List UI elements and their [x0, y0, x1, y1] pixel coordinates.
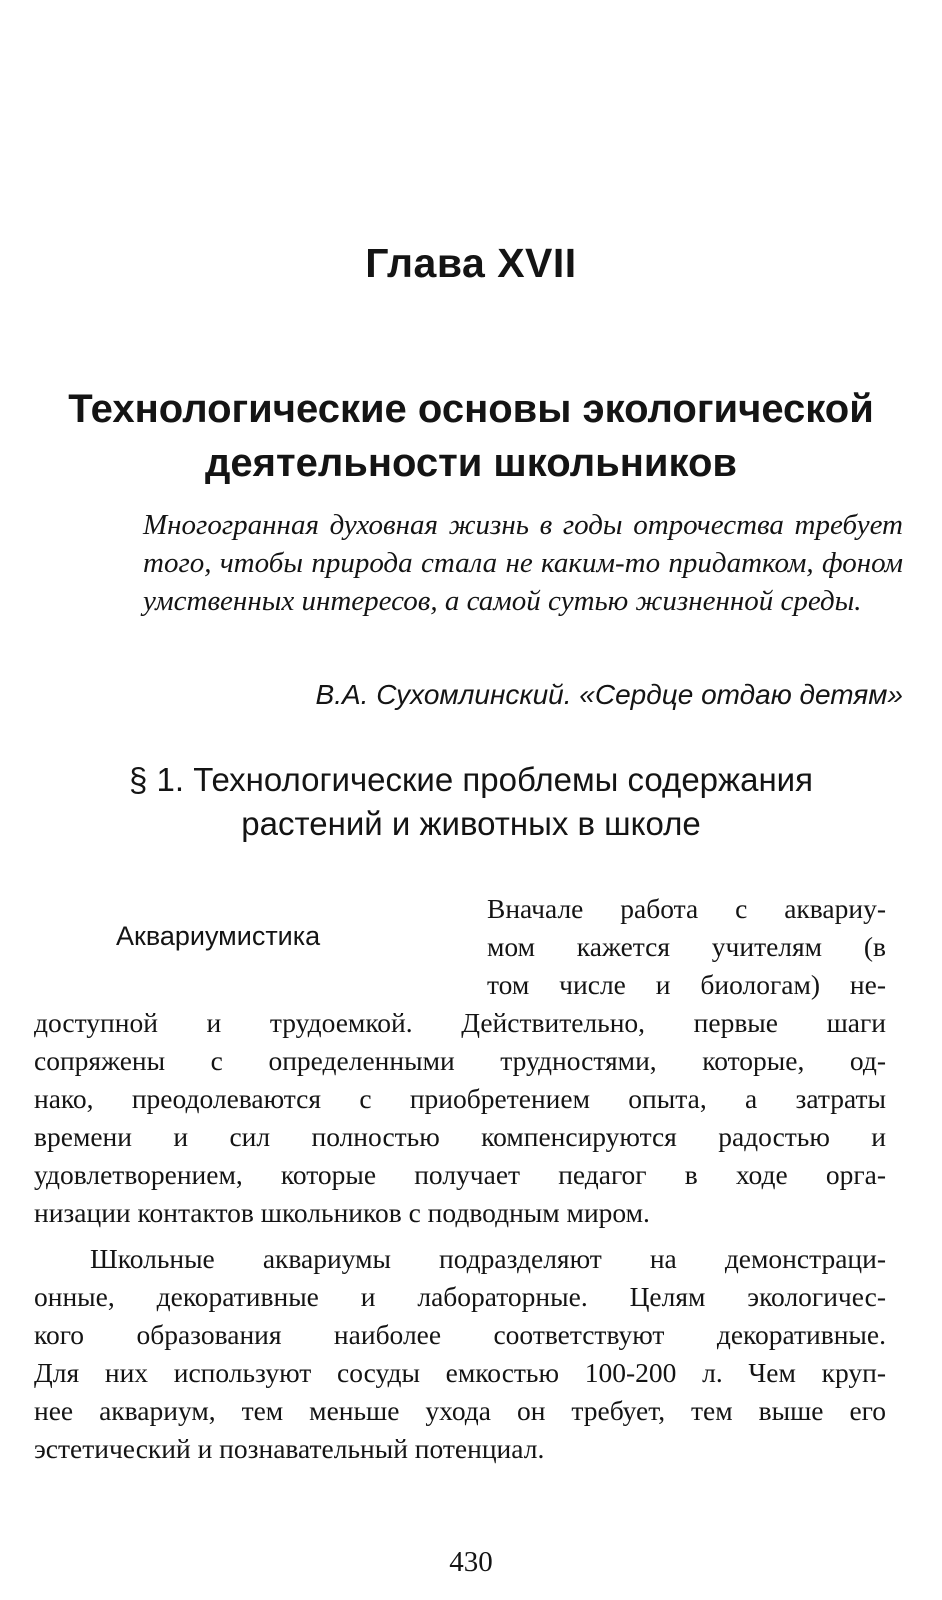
body-line: сопряжены с определенными трудностями, которые, од-: [34, 1045, 886, 1076]
body-line: Вначале работа с аквариу-: [487, 893, 886, 924]
body-line: удовлетворением, которые получает педагог в ходе орга-: [34, 1159, 886, 1190]
body-line: кого образования наиболее соответствуют декоративные.: [34, 1319, 886, 1350]
body-line: доступной и трудоемкой. Действительно, первые шаги: [34, 1007, 886, 1038]
body-line: Школьные аквариумы подразделяют на демонстраци-: [90, 1243, 886, 1274]
chapter-title: [30, 382, 912, 490]
page-number: 430: [449, 1546, 493, 1578]
chapter-label: Глава XVII: [365, 240, 577, 286]
body-line: низации контактов школьников с подводным миром.: [34, 1197, 650, 1228]
subheading-aquaristics: Аквариумистика: [116, 921, 321, 951]
body-line: онные, декоративные и лабораторные. Целям экологичес-: [34, 1281, 886, 1312]
body-line: Для них используют сосуды емкостью 100-200 л. Чем круп-: [34, 1357, 886, 1388]
body-line: мом кажется учителям (в: [487, 931, 886, 962]
epigraph-source: В.А. Сухомлинский. «Сердце отдаю детям»: [315, 679, 903, 710]
chapter-title-line: Технологические основы экологической: [68, 387, 874, 431]
section-heading-line: § 1. Технологические проблемы содержания: [129, 761, 813, 798]
body-line: нее аквариум, тем меньше ухода он требует, тем выше его: [34, 1395, 886, 1426]
body-line: том числе и биологам) не-: [487, 969, 886, 1000]
body-line: эстетический и познавательный потенциал.: [34, 1433, 545, 1464]
section-heading: [60, 758, 882, 846]
section-heading-line: растений и животных в школе: [241, 805, 701, 842]
body-line: нако, преодолеваются с приобретением опыта, а затраты: [34, 1083, 886, 1114]
epigraph-text: Многогранная духовная жизнь в годы отрочества требует того, чтобы природа стала не каким-то придатком, фоном умственных интересов, а самой сутью жизненной среды.: [143, 509, 903, 617]
chapter-title-line: деятельности школьников: [205, 441, 737, 485]
body-line: времени и сил полностью компенсируются радостью и: [34, 1121, 886, 1152]
